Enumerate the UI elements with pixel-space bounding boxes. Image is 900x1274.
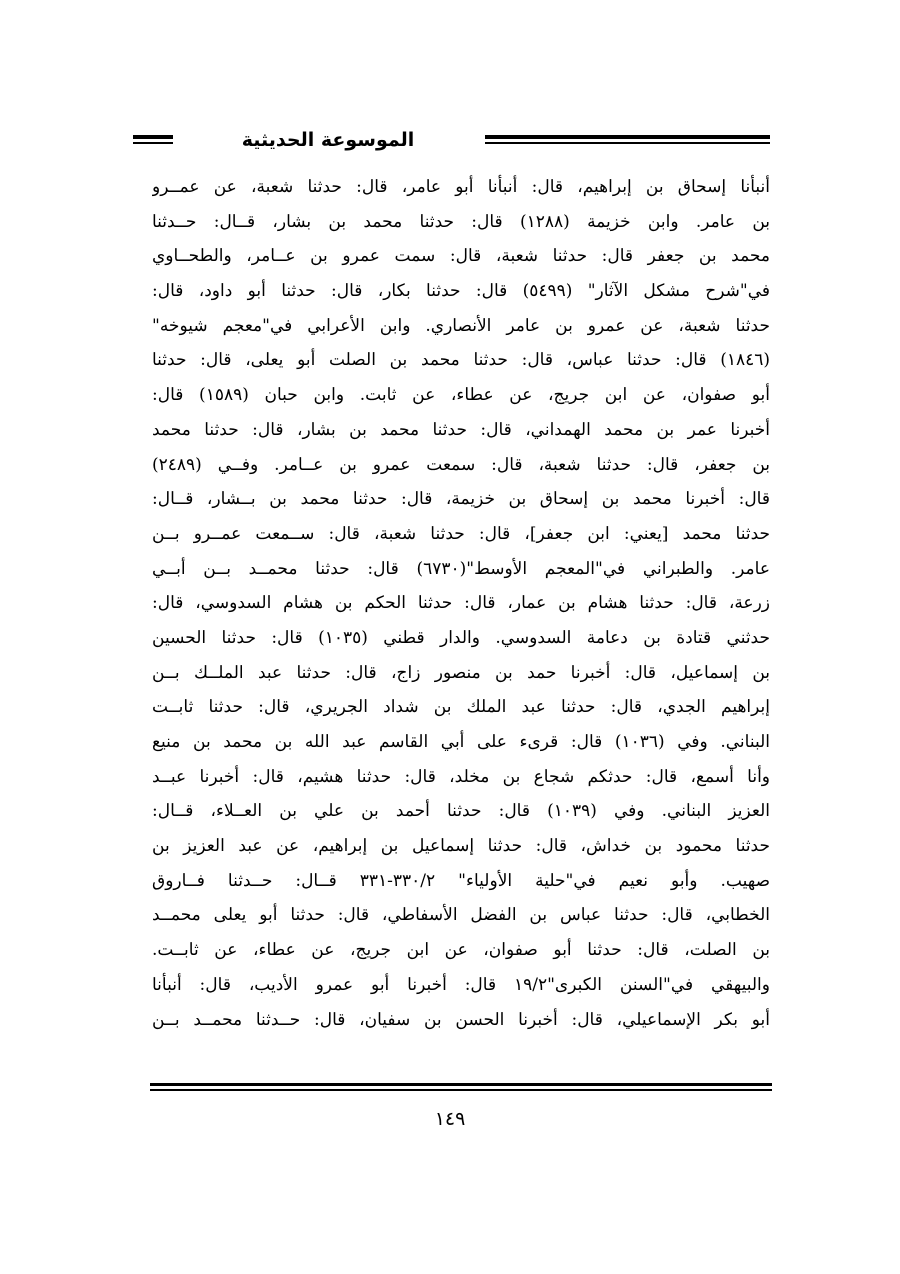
header-rule-left: [133, 135, 173, 145]
text-line: العزيز البناني. وفي (١٠٣٩) قال: حدثنا أحمد بن علي بن العــلاء، قــال:: [152, 801, 770, 822]
text-line: أبو صفوان، عن ابن جريج، عن عطاء، عن ثابت. وابن حبان (١٥٨٩) قال:: [152, 385, 770, 406]
text-line: حدثنا محمود بن خداش، قال: حدثنا إسماعيل بن إبراهيم، عن عبد العزيز بن: [152, 836, 770, 857]
header-title: الموسوعة الحديثية: [241, 129, 415, 151]
text-line: بن عامر. وابن خزيمة (١٢٨٨) قال: حدثنا محمد بن بشار، قــال: حــدثنا: [152, 211, 770, 232]
text-line: حدثنا محمد [يعني: ابن جعفر]، قال: حدثنا شعبة، قال: ســمعت عمــرو بــن: [152, 523, 770, 544]
text-line: حدثنا شعبة، عن عمرو بن عامر الأنصاري. وابن الأعرابي في"معجم شيوخه": [152, 315, 770, 336]
page-number: ١٤٩: [434, 1108, 466, 1130]
running-header: [133, 123, 770, 157]
header-rule-right: [485, 135, 770, 145]
text-line: أبو بكر الإسماعيلي، قال: أخبرنا الحسن بن سفيان، قال: حــدثنا محمــد بــن: [152, 1009, 770, 1030]
text-line: وأنا أسمع، قال: حدثكم شجاع بن مخلد، قال: حدثنا هشيم، قال: أخبرنا عبــد: [152, 766, 770, 787]
text-line: محمد بن جعفر قال: حدثنا شعبة، قال: سمت عمرو بن عــامر، والطحــاوي: [152, 246, 770, 267]
text-line: بن الصلت، قال: حدثنا أبو صفوان، عن ابن جريج، عن عطاء، عن ثابــت.: [152, 940, 770, 961]
text-line: بن إسماعيل، قال: أخبرنا حمد بن منصور زاج، قال: حدثنا عبد الملــك بــن: [152, 662, 770, 683]
text-line: البناني. وفي (١٠٣٦) قال: قرىء على أبي القاسم عبد الله بن محمد بن منيع: [152, 732, 770, 752]
text-line: صهيب. وأبو نعيم في"حلية الأولياء" ٣٣٠/٢-٣٣١ قــال: حــدثنا فــاروق: [152, 870, 770, 891]
text-line: زرعة، قال: حدثنا هشام بن عمار، قال: حدثنا الحكم بن هشام السدوسي، قال:: [152, 593, 770, 614]
text-line: حدثني قتادة بن دعامة السدوسي. والدار قطني (١٠٣٥) قال: حدثنا الحسين: [152, 627, 770, 648]
text-line: عامر. والطبراني في"المعجم الأوسط"(٦٧٣٠) قال: حدثنا محمــد بــن أبــي: [152, 558, 770, 579]
text-line: أنبأنا إسحاق بن إبراهيم، قال: أنبأنا أبو عامر، قال: حدثنا شعبة، عن عمــرو: [152, 177, 770, 197]
text-line: والبيهقي في"السنن الكبرى"١٩/٢ قال: أخبرنا أبو عمرو الأديب، قال: أنبأنا: [152, 974, 770, 995]
text-line: أخبرنا عمر بن محمد الهمداني، قال: حدثنا محمد بن بشار، قال: حدثنا محمد: [152, 419, 770, 440]
text-line: إبراهيم الجدي، قال: حدثنا عبد الملك بن شداد الجريري، قال: حدثنا ثابــت: [152, 697, 770, 718]
text-line: قال: أخبرنا محمد بن إسحاق بن خزيمة، قال: حدثنا محمد بن بــشار، قــال:: [152, 489, 770, 510]
footer-rule: [150, 1083, 772, 1093]
text-line: (١٨٤٦) قال: حدثنا عباس، قال: حدثنا محمد بن الصلت أبو يعلى، قال: حدثنا: [152, 350, 770, 371]
body-text: [152, 170, 770, 1037]
text-line: بن جعفر، قال: حدثنا شعبة، قال: سمعت عمرو بن عــامر. وفــي (٢٤٨٩): [152, 454, 770, 475]
text-line: في"شرح مشكل الآثار" (٥٤٩٩) قال: حدثنا بكار، قال: حدثنا أبو داود، قال:: [152, 281, 770, 302]
text-line: الخطابي، قال: حدثنا عباس بن الفضل الأسفاطي، قال: حدثنا أبو يعلى محمــد: [152, 905, 770, 926]
